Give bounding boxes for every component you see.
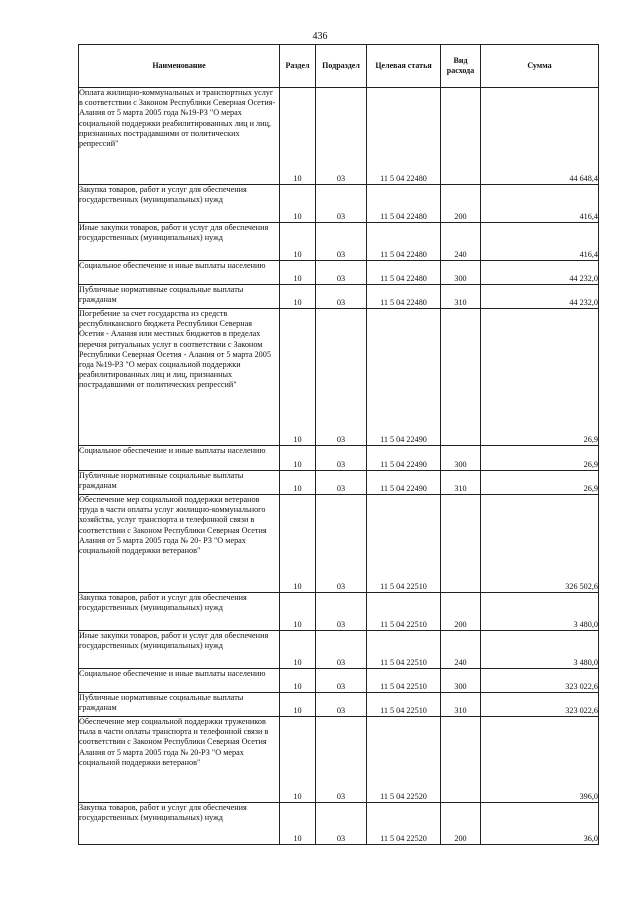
row-amount: 26,9 <box>481 471 599 495</box>
row-name: Социальное обеспечение и иные выплаты населению <box>79 669 280 693</box>
budget-table <box>78 44 599 845</box>
row-name: Закупка товаров, работ и услуг для обеспечения государственных (муниципальных) нужд <box>79 185 280 223</box>
row-article: 11 5 04 22480 <box>367 223 441 261</box>
row-expense-type: 310 <box>441 471 481 495</box>
row-name: Обеспечение мер социальной поддержки тружеников тыла в части оплаты транспорта и телефонной связи в соответствии с Законом Республики Северная Осетия Алания от 5 марта 2005 года № 20-РЗ "О мерах социальной поддержки ветеранов" <box>79 717 280 803</box>
table-row <box>79 471 599 495</box>
row-section: 10 <box>280 223 316 261</box>
header-expense-type: Вид расхода <box>441 45 481 88</box>
row-subsection: 03 <box>316 717 367 803</box>
header-section: Раздел <box>280 45 316 88</box>
row-section: 10 <box>280 88 316 185</box>
row-subsection: 03 <box>316 88 367 185</box>
row-section: 10 <box>280 717 316 803</box>
row-article: 11 5 04 22510 <box>367 631 441 669</box>
row-section: 10 <box>280 446 316 471</box>
row-amount: 323 022,6 <box>481 693 599 717</box>
row-amount: 3 480,0 <box>481 593 599 631</box>
row-section: 10 <box>280 261 316 285</box>
row-name: Закупка товаров, работ и услуг для обеспечения государственных (муниципальных) нужд <box>79 803 280 845</box>
row-amount: 416,4 <box>481 185 599 223</box>
header-target-article: Целевая статья <box>367 45 441 88</box>
row-name: Публичные нормативные социальные выплаты гражданам <box>79 285 280 309</box>
row-section: 10 <box>280 693 316 717</box>
row-name: Публичные нормативные социальные выплаты гражданам <box>79 471 280 495</box>
row-subsection: 03 <box>316 495 367 593</box>
row-subsection: 03 <box>316 446 367 471</box>
row-article: 11 5 04 22480 <box>367 261 441 285</box>
row-article: 11 5 04 22510 <box>367 669 441 693</box>
row-name: Социальное обеспечение и иные выплаты населению <box>79 261 280 285</box>
row-amount: 416,4 <box>481 223 599 261</box>
row-expense-type: 240 <box>441 223 481 261</box>
row-amount: 44 232,0 <box>481 285 599 309</box>
row-amount: 323 022,6 <box>481 669 599 693</box>
row-amount: 44 648,4 <box>481 88 599 185</box>
table-row <box>79 803 599 845</box>
row-name: Погребение за счет государства из средств республиканского бюджета Республики Северная Осетия - Алания или местных бюджетов в пределах перечня ритуальных услуг в соответствии с Законом Республики Северная Осетия - Алания от 5 марта 2005 года №19-РЗ "О мерах социальной поддержки реабилитированных лиц и лиц, признанных пострадавшими от политических репрессий" <box>79 309 280 446</box>
table-row <box>79 631 599 669</box>
header-subsection: Подраздел <box>316 45 367 88</box>
row-section: 10 <box>280 495 316 593</box>
table-row <box>79 693 599 717</box>
table-row <box>79 717 599 803</box>
table-row <box>79 88 599 185</box>
row-name: Обеспечение мер социальной поддержки ветеранов труда в части оплаты услуг жилищно-коммунального хозяйства, услуг транспорта и телефонной связи в соответствии с Законом Республики Северная Осетия Алания от 5 марта 2005 года № 20- РЗ "О мерах социальной поддержки ветеранов" <box>79 495 280 593</box>
table-row <box>79 495 599 593</box>
row-expense-type: 310 <box>441 693 481 717</box>
row-expense-type <box>441 495 481 593</box>
row-amount: 36,0 <box>481 803 599 845</box>
row-article: 11 5 04 22490 <box>367 471 441 495</box>
row-article: 11 5 04 22480 <box>367 88 441 185</box>
row-amount: 44 232,0 <box>481 261 599 285</box>
row-expense-type <box>441 717 481 803</box>
row-article: 11 5 04 22480 <box>367 185 441 223</box>
row-article: 11 5 04 22510 <box>367 593 441 631</box>
row-name: Социальное обеспечение и иные выплаты населению <box>79 446 280 471</box>
row-section: 10 <box>280 471 316 495</box>
row-section: 10 <box>280 803 316 845</box>
row-expense-type <box>441 309 481 446</box>
row-section: 10 <box>280 593 316 631</box>
row-name: Иные закупки товаров, работ и услуг для обеспечения государственных (муниципальных) нужд <box>79 223 280 261</box>
row-subsection: 03 <box>316 261 367 285</box>
row-subsection: 03 <box>316 285 367 309</box>
row-section: 10 <box>280 669 316 693</box>
row-subsection: 03 <box>316 471 367 495</box>
row-name: Публичные нормативные социальные выплаты гражданам <box>79 693 280 717</box>
row-expense-type: 300 <box>441 261 481 285</box>
row-amount: 3 480,0 <box>481 631 599 669</box>
row-article: 11 5 04 22510 <box>367 693 441 717</box>
table-row <box>79 185 599 223</box>
header-row <box>79 45 599 88</box>
table-row <box>79 593 599 631</box>
row-expense-type: 300 <box>441 446 481 471</box>
row-name: Иные закупки товаров, работ и услуг для обеспечения государственных (муниципальных) нужд <box>79 631 280 669</box>
row-subsection: 03 <box>316 693 367 717</box>
header-name: Наименование <box>79 45 280 88</box>
table-row <box>79 261 599 285</box>
row-section: 10 <box>280 631 316 669</box>
table-row <box>79 669 599 693</box>
row-expense-type: 240 <box>441 631 481 669</box>
row-section: 10 <box>280 309 316 446</box>
table-row <box>79 285 599 309</box>
row-expense-type <box>441 88 481 185</box>
row-expense-type: 200 <box>441 593 481 631</box>
row-expense-type: 200 <box>441 185 481 223</box>
row-name: Оплата жилищно-коммунальных и транспортных услуг в соответствии с Законом Республики Северная Осетия-Алания от 5 марта 2005 года №19-РЗ "О мерах социальной поддержки реабилитированных лиц и лиц, признанных пострадавшими от политических репрессий" <box>79 88 280 185</box>
row-article: 11 5 04 22510 <box>367 495 441 593</box>
row-article: 11 5 04 22490 <box>367 309 441 446</box>
row-article: 11 5 04 22520 <box>367 803 441 845</box>
table-row <box>79 309 599 446</box>
row-amount: 396,0 <box>481 717 599 803</box>
header-amount: Сумма <box>481 45 599 88</box>
row-article: 11 5 04 22490 <box>367 446 441 471</box>
table-row <box>79 446 599 471</box>
row-subsection: 03 <box>316 803 367 845</box>
row-subsection: 03 <box>316 631 367 669</box>
row-subsection: 03 <box>316 309 367 446</box>
row-subsection: 03 <box>316 593 367 631</box>
row-article: 11 5 04 22480 <box>367 285 441 309</box>
row-expense-type: 310 <box>441 285 481 309</box>
row-name: Закупка товаров, работ и услуг для обеспечения государственных (муниципальных) нужд <box>79 593 280 631</box>
page-number: 436 <box>312 31 328 42</box>
table-row <box>79 223 599 261</box>
row-expense-type: 300 <box>441 669 481 693</box>
row-section: 10 <box>280 185 316 223</box>
row-section: 10 <box>280 285 316 309</box>
row-amount: 326 502,6 <box>481 495 599 593</box>
row-article: 11 5 04 22520 <box>367 717 441 803</box>
row-subsection: 03 <box>316 669 367 693</box>
row-amount: 26,9 <box>481 446 599 471</box>
row-subsection: 03 <box>316 223 367 261</box>
row-expense-type: 200 <box>441 803 481 845</box>
row-amount: 26,9 <box>481 309 599 446</box>
row-subsection: 03 <box>316 185 367 223</box>
